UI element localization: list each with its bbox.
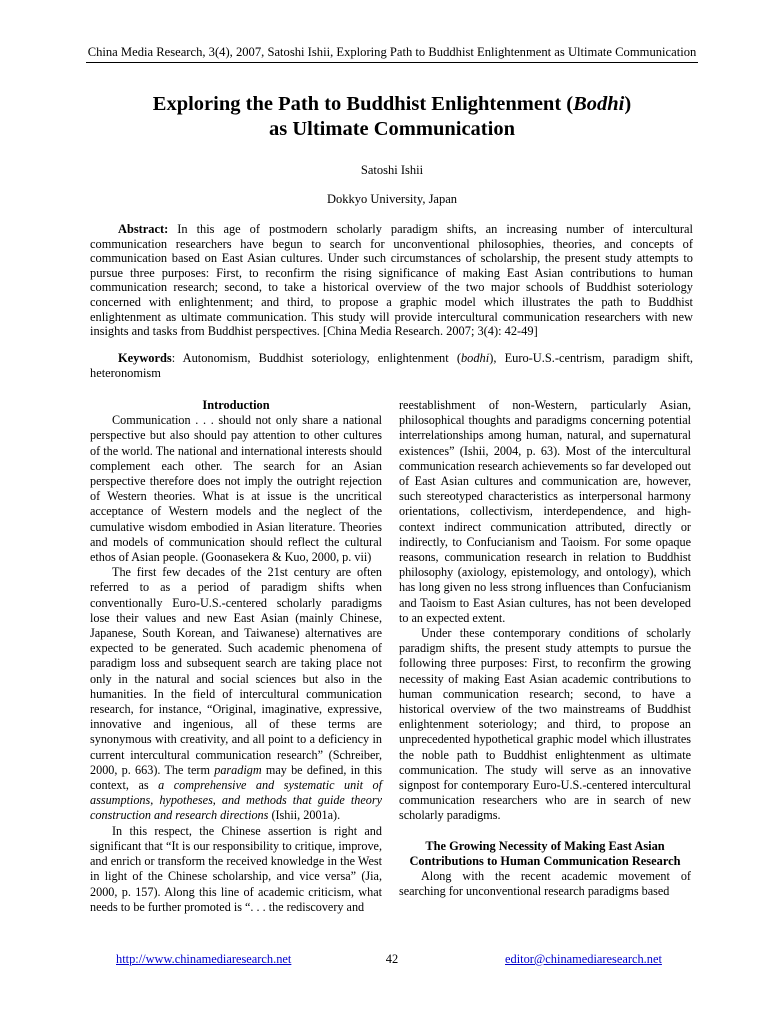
title-italic-term: Bodhi bbox=[573, 93, 625, 115]
keywords-italic: bodhi bbox=[460, 351, 490, 365]
section2-heading-line2: Contributions to Human Communication Research bbox=[409, 853, 681, 868]
intro-paragraph-2: In this respect, the Chinese assertion is right and significant that “It is our responsibility to critique, improve, and enrich or transform the received knowledge in the West in light of the Chinese scholarship, and vice versa” (Jia, 2000, p. 157). Along this line of academic criticism, what needs to be further promoted is “. . . the rediscovery and bbox=[90, 823, 382, 914]
intro-paragraph-1 bbox=[90, 565, 382, 823]
block-quote: Communication . . . should not only share a national perspective but also should pay attention to other cultures of the world. The national and international interests should complement each other. The search for an Asian perspective therefore does not imply the outright rejection of Western theories. What is at issue is the uncritical acceptance of Western models and the neglect of the cumulative wisdom embodied in Asian literature. Theories and models of communication should reflect the cultural ethos of Asian people. (Goonasekera & Kuo, 2000, p. vii) bbox=[90, 413, 382, 565]
author-affiliation: Dokkyo University, Japan bbox=[326, 192, 458, 206]
footer-email-link[interactable]: editor@chinamediaresearch.net bbox=[505, 952, 662, 966]
keywords-label: Keywords bbox=[118, 351, 172, 365]
author-name: Satoshi Ishii bbox=[360, 163, 424, 177]
paper-title bbox=[86, 92, 698, 142]
keywords-post: ), Euro-U.S.-centrism, paradigm shift, heteronomism bbox=[90, 351, 693, 380]
title-line1-post: ) bbox=[624, 93, 632, 115]
abstract bbox=[90, 222, 693, 339]
abstract-label: Abstract: bbox=[118, 222, 169, 236]
intro-p1-term: paradigm bbox=[214, 762, 262, 777]
intro-p1-definition: a comprehensive and systematic unit of assumptions, hypotheses, and methods that guide theory construction and research directions bbox=[90, 778, 382, 823]
title-line2: as Ultimate Communication bbox=[269, 118, 515, 140]
section2-heading bbox=[399, 839, 691, 869]
running-header: China Media Research, 3(4), 2007, Satoshi Ishii, Exploring Path to Buddhist Enlightenment as Ultimate Communication bbox=[86, 44, 698, 63]
intro-p1-mid: may be defined, in this context, as bbox=[90, 762, 382, 793]
keywords-pre: : Autonomism, Buddhist soteriology, enlightenment ( bbox=[171, 351, 461, 365]
section2-heading-line1: The Growing Necessity of Making East Asian bbox=[425, 838, 665, 853]
title-line1-pre: Exploring the Path to Buddhist Enlightenment ( bbox=[152, 93, 574, 115]
abstract-text: In this age of postmodern scholarly paradigm shifts, an increasing number of intercultural communication researchers have begun to search for unconventional philosophies, theories, and concepts of communication based on East Asian cultures. Under such circumstances of scholarship, the present study attempts to pursue three purposes: First, to reconfirm the rising significance of making East Asian contributions to human communication research; second, to take a historical overview of the two major schools of Buddhist soteriology concerned with enlightenment; and third, to propose a graphic model which illustrates the path to Buddhist enlightenment as ultimate communication. This study will provide intercultural communication researchers with new insights and tasks from Buddhist perspectives. [China Media Research. 2007; 3(4): 42-49] bbox=[90, 222, 693, 339]
intro-p1-pre: The first few decades of the 21st century are often referred to as a period of paradigm shifts when conventionally Euro-U.S.-centered scholarly paradigms lose their values and new East Asian (mainly Chinese, Japanese, South Korean, and Taiwanese) alternatives are expected to be generated. Such academic phenomena of paradigm loss and subsequent search are taking place not only in the natural and social sciences but also in the humanities. In the field of intercultural communication research, for instance, “Original, imaginative, expressive, innovative and ingenious, all of these terms are synonymous with creativity, and all point to a deficiency in current intercultural communication research” (Schreiber, 2000, p. 663). The term bbox=[90, 565, 382, 777]
keywords bbox=[90, 351, 693, 380]
page-number: 42 bbox=[385, 952, 399, 966]
intro-paragraph-3: Under these contemporary conditions of scholarly paradigm shifts, the present study attempts to pursue the following three purposes: First, to reconfirm the growing necessity of making East Asian academic contributions to human communication research; second, to have a historical overview of the two mainstreams of Buddhist enlightenment soteriology; and third, to propose an unprecedented hypothetical graphic model which illustrates the noble path to Buddhist enlightenment as ultimate communication. The study will serve as an innovative signpost for contemporary Euro-U.S.-centered intercultural communication researchers who are in search of new scholarly paradigms. bbox=[399, 626, 691, 823]
column-right bbox=[399, 398, 691, 900]
column-left bbox=[90, 398, 382, 915]
footer-website-link[interactable]: http://www.chinamediaresearch.net bbox=[116, 952, 292, 966]
section2-paragraph-1: Along with the recent academic movement of searching for unconventional research paradigms based bbox=[399, 869, 691, 899]
intro-paragraph-2-continued: reestablishment of non-Western, particularly Asian, philosophical thoughts and paradigms concerning potential interrelationships among human, natural, and supernatural existences” (Ishii, 2004, p. 63). Most of the intercultural communication research achievements so far developed out of East Asian cultures and communication are, however, such stereotyped characteristics as interpersonal harmony orientations, collectivism, interdependence, and high-context indirect communication attributed, directly or indirectly, to Confucianism and Taoism. For some opaque reasons, communication research in relation to Buddhist philosophy (axiology, epistemology, and ontology), which has long given no less strong influences than Confucianism and Taoism to East Asian cultures, has not been developed to an expected extent. bbox=[399, 398, 691, 625]
intro-p1-post: (Ishii, 2001a). bbox=[268, 808, 341, 823]
intro-heading: Introduction bbox=[202, 398, 270, 412]
